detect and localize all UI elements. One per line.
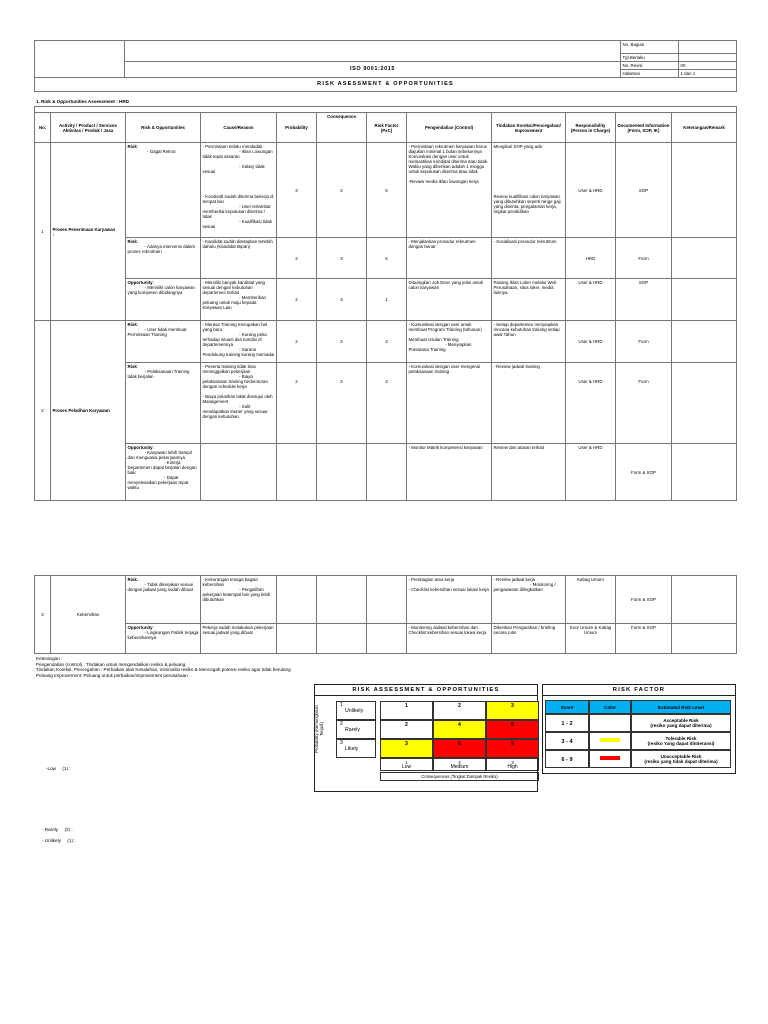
table-header-row — [35, 113, 737, 143]
action: Diberikan Pengarahan / briefing secara rutin — [492, 624, 566, 654]
control: - Monitor Matrik kompetensi karyawan — [407, 444, 492, 501]
header-value — [679, 54, 737, 62]
documented-info: Form & SOP — [616, 624, 672, 654]
column-header: Responsibility (Person in Charge) — [566, 113, 616, 143]
risk-cell: Opportunity: - Lingkungan Pabrik terjaga kebersihannya — [126, 624, 201, 654]
responsibility: Kabag Umum — [566, 576, 616, 624]
color-swatch — [600, 756, 620, 760]
column-header: Cause/Reason — [201, 113, 277, 143]
factor-level: Acceptable Risk (resiko yang dapat diterima) — [631, 714, 731, 732]
column-header: Keterangan/Remark — [672, 113, 737, 143]
documented-info: Form — [616, 321, 672, 363]
color-swatch — [600, 717, 622, 723]
action: - Sosialisasi prosedur rekrutmen — [492, 238, 566, 279]
matrix-cell: 2 — [433, 701, 486, 720]
risk-cell: Risk: - Pelaksanaan Training tidak berjalan — [126, 363, 201, 444]
risk-factor — [367, 444, 407, 501]
factor-score: 1 - 2 — [545, 714, 589, 732]
remark — [672, 238, 737, 279]
cause: - Merasa Training merupakan hal yang baru - Kurang peka terhadap situasi dan kondisi di departemennya - Sarana Pendukung training kurang memadai — [201, 321, 277, 363]
logo-cell — [35, 41, 125, 78]
consequence: 2 — [317, 363, 367, 444]
factor-color — [589, 732, 631, 750]
remark — [672, 363, 737, 444]
matrix-title: RISK ASSESSMENT & OPPORTUNITIES — [315, 685, 537, 696]
consequence-caption: Consequences (Tingkat Dampak Resiko) — [380, 772, 539, 781]
control: Dituangkan Job Desc yang jelas untuk calon karyawan — [407, 279, 492, 321]
footer-note-low: -Low (1) : — [46, 766, 71, 771]
matrix-cell: 6 — [433, 739, 486, 758]
risk-cell: Risk: - Gagal Rekrut — [126, 143, 201, 238]
color-swatch — [600, 738, 620, 742]
documented-info: Form — [616, 363, 672, 444]
column-header: Risk & Opportunities — [126, 113, 201, 143]
responsibility: User & HRD — [566, 444, 616, 501]
risk-cell: Opportunity: - Memiliki calon karyawan yang kompeten dibidangnya — [126, 279, 201, 321]
table-row — [35, 143, 737, 238]
cause: Pekerja sudah melakukan pekerjaan sesuai jadwal yang dibuat — [201, 624, 277, 654]
activity: Proses Penerimaan Karyawan : — [51, 143, 126, 321]
documented-info: SOP — [616, 279, 672, 321]
notes — [36, 656, 736, 678]
header-value — [679, 41, 737, 54]
cause: - Memiliki banyak kandidat yang sesuai dengan kebutuhan departemen terkait - Memberikan peluang untuk maju kepada Karyawan Lain — [201, 279, 277, 321]
column-header: Probability — [277, 113, 317, 143]
control: - Monitoring Jadwal kebersihan dan Checklist kebersihan sesuai lokasi kerja — [407, 624, 492, 654]
probability: 2 — [277, 321, 317, 363]
factor-title: RISK FACTOR — [543, 685, 735, 696]
note-line: Peluang Improvement: Peluang untuk perbaikan/improvement perusahaan — [36, 672, 188, 678]
table-row — [35, 321, 737, 363]
risk-factor: 3 — [367, 321, 407, 363]
cause: - Permintaan terlalu mendadak - Iklan Lowongan tidak tepat sasaran - Salary tidak sesuai - Kondisidt sudah diterima bekerja di tempat lain - User terlambat memberika keputusan diterima / tidak - Kualifikasi tidak sesuai — [201, 143, 277, 238]
factor-score: 6 - 9 — [545, 750, 589, 768]
action: Review dari atasan terkait — [492, 444, 566, 501]
matrix-cell: 2 — [380, 720, 433, 739]
activity: Kebersihan — [51, 576, 126, 654]
documented-info: Form — [616, 238, 672, 279]
note-line: Pengendalian (control) : Tindakan untuk mengendalikan resiko & peluang — [36, 661, 186, 667]
table-row — [35, 576, 737, 624]
risk-cell: Risk: - User tidak membuat Permintaan Training — [126, 321, 201, 363]
probability-axis-label: Probability (Kemungkinan Terjadi) — [314, 705, 324, 753]
cause — [201, 444, 277, 501]
column-header: Documented Information (Form, SOP, IK) — [616, 113, 672, 143]
column-header: Risk Factor (PxC) — [367, 113, 407, 143]
risk-table-continued — [34, 575, 737, 654]
matrix-cell: 6 — [486, 720, 539, 739]
documented-info: SOP — [616, 143, 672, 238]
cause: - Kandidat sudah ditetapkan terlebih dahulu (Kandidat titipan) — [201, 238, 277, 279]
table-row — [35, 363, 737, 444]
responsibility: User & HRD — [566, 143, 616, 238]
probability-label: 2 Rarely — [336, 720, 376, 739]
factor-score: 3 - 4 — [545, 732, 589, 750]
risk-factor: 6 — [367, 143, 407, 238]
probability: 3 — [277, 143, 317, 238]
consequence — [317, 444, 367, 501]
column-header: Pengendalian (Control) — [407, 113, 492, 143]
table-row — [35, 279, 737, 321]
factor-header: Score — [545, 700, 589, 714]
column-header: No. — [35, 113, 51, 143]
consequence: 2 — [317, 143, 367, 238]
risk-factor: 3 — [367, 363, 407, 444]
risk-table — [34, 106, 737, 501]
responsibility: User & HRD — [566, 363, 616, 444]
consequence: 2 — [317, 321, 367, 363]
probability-label: 3 Likely — [336, 739, 376, 758]
remark — [672, 444, 737, 501]
risk-cell: Risk: - Adanya intervensi dalam proses rekrutmen — [126, 238, 201, 279]
matrix-cell: 9 — [486, 739, 539, 758]
consequence: 3 — [317, 238, 367, 279]
action: Mengikuti SOP yang ada Review kualifikasi calon karyawan yang dibutuhkan seperti range gaji yang diminta, pengalaman kerja, tingkat pendidikan — [492, 143, 566, 238]
row-number: 1 — [35, 143, 51, 321]
probability: 2 — [277, 363, 317, 444]
action: - Setiap departemen menyiapkan rencana kebutuhan training setiap awal Tahun — [492, 321, 566, 363]
header-value: 00 — [679, 62, 737, 70]
documented-info: Form & SOP — [616, 444, 672, 501]
footer-note-rarely: - Rarely (2) : — [42, 827, 73, 832]
matrix-cell: 3 — [486, 701, 539, 720]
footer-note-unlikely: - Unlikely (1) : — [42, 838, 76, 843]
risk-factor: 1 — [367, 279, 407, 321]
control: - Permintaan rekrutmen karyawan harus diajukan minimal 1 bulan sebelumnya Komunikasi dengan user untuk memastikan kondidat diterima atau tidak. Waktu yang diberikan adalah 1 minggu untuk keputusan diterima atau tidak -Review media iklan lowongan kerja — [407, 143, 492, 238]
note-line: Keterangan : — [36, 656, 63, 661]
header-label: Halaman — [621, 70, 679, 78]
action: - Review jadwal kerja - Monitoring / pengawasan dilingkatkan — [492, 576, 566, 624]
consequence-label: 2 Medium — [433, 758, 486, 771]
iso-standard: ISO 9001:2015 — [125, 62, 621, 78]
table-row — [35, 238, 737, 279]
control: - Komunikasi dengan user untuk membuat Program Training (tahunan) Membuat Usulan Training - Menyiapkan Prasarana Training — [407, 321, 492, 363]
factor-level: Unacceptable Risk (resiko yang tidak dapat diterima) — [631, 750, 731, 768]
action: Pasang Iklan Loker melalui Web Perusahaan, situs loker, media lainnya. — [492, 279, 566, 321]
factor-header: Estimated Risk Level — [631, 700, 731, 714]
header-label: No. Bagian — [621, 41, 679, 54]
risk-cell: Risk: - Tidak dikerjakan sesuai dengan jadwal yang sudah dibuat — [126, 576, 201, 624]
factor-level: Tolerable Risk (resiko Yang dapat ditoleransi) — [631, 732, 731, 750]
risk-cell: Opportunity: - Karyawan lebih trampil dan menguasai pekerjaannya - Kinerja Departemen dapat berjalan dengan baik - Dapat menyelesaikan pekerjaan tepat waktu — [126, 444, 201, 501]
probability — [277, 444, 317, 501]
remark — [672, 321, 737, 363]
cause: - Kekurangan tenaga bagian kebersihan - Pengalihan pekerjaan ketempat lain yang lebih dibutuhkan — [201, 576, 277, 624]
cause: - Peserta training tidak bisa meninggalkan pekerjaan - Biaya pelaksanaan training berbenturan dengan schedule kerja - Biaya pelatihan tidak disetujui oleh Management - Sulit mendapatkan trainer yang sesuai dengan kebutuhan — [201, 363, 277, 444]
action: - Review jadwal training — [492, 363, 566, 444]
responsibility: User & HRD — [566, 321, 616, 363]
consequence: 3 — [317, 279, 367, 321]
document-header — [34, 40, 737, 92]
consequence-label: 1 Low — [380, 758, 433, 771]
document-title: RISK ASESSMENT & OPPORTUNITIES — [35, 78, 737, 92]
responsibility: Koor Umum & Kabag Umum — [566, 624, 616, 654]
control: - Menjalankan prosedur rekrutmen dengan benar — [407, 238, 492, 279]
documented-info: Form & SOP — [616, 576, 672, 624]
control: - Pembagian area kerja - Checklist kebersihan sesuai lokasi kerja — [407, 576, 492, 624]
column-header: Consequence — [317, 113, 367, 143]
factor-header: Color — [589, 700, 631, 714]
responsibility: HRD — [566, 238, 616, 279]
control: - Komunikasi dengan user mengenai pelaksanaan training — [407, 363, 492, 444]
table-row — [35, 444, 737, 501]
note-line: Tindakan Koreksi, Pencegahan : Perbaikan atas Kesalahan, minimalisi resiko & Mencegah potensi resiko agar tidak berulang — [36, 667, 291, 673]
header-label: Tgl.Berlaku — [621, 54, 679, 62]
row-number: 2 — [35, 321, 51, 501]
header-value: 1 dari 1 — [679, 70, 737, 78]
factor-color — [589, 714, 631, 732]
activity: Proses Pelatihan Karyawan — [51, 321, 126, 501]
header-label: No. Revisi — [621, 62, 679, 70]
consequence-label: 3 High — [486, 758, 539, 771]
table-row — [35, 624, 737, 654]
remark — [672, 143, 737, 238]
risk-factor: 6 — [367, 238, 407, 279]
matrix-cell: 1 — [380, 701, 433, 720]
column-header: Activity / Product / Services Aktivitas / Produk / Jasa — [51, 113, 126, 143]
probability-label: 1 Unlikely — [336, 701, 376, 720]
responsibility: User & HRD — [566, 279, 616, 321]
matrix-cell: 4 — [433, 720, 486, 739]
matrix-cell: 3 — [380, 739, 433, 758]
probability: 2 — [277, 279, 317, 321]
remark — [672, 279, 737, 321]
probability: 2 — [277, 238, 317, 279]
row-number: 3 — [35, 576, 51, 654]
section-subtitle: 1. Risk & Opportunities Assessment : HRD — [36, 99, 130, 104]
factor-color — [589, 750, 631, 768]
column-header: Tindakan Koreksi/Pencegahan/ Improvement — [492, 113, 566, 143]
